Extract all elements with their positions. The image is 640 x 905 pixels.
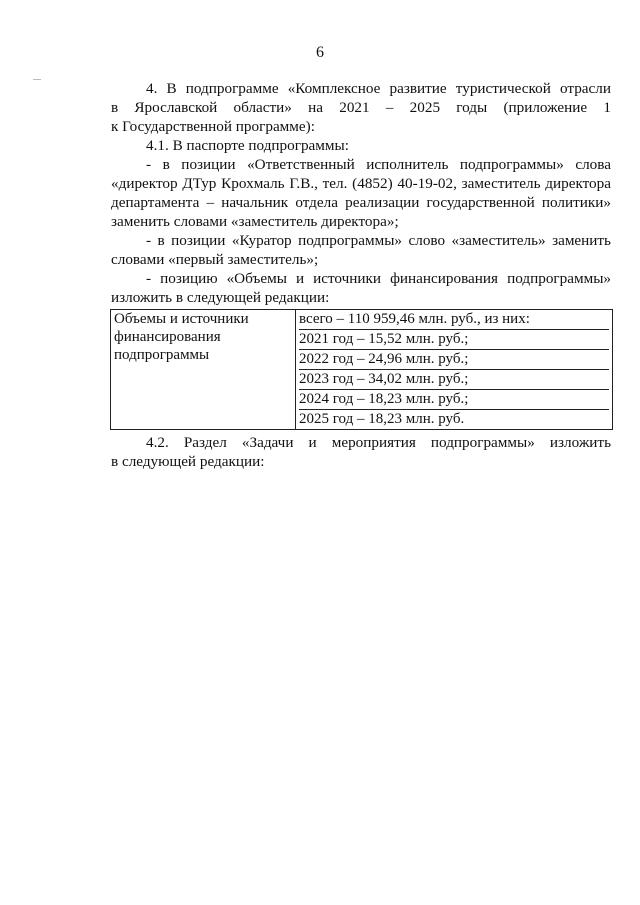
paragraph-line: изложить в следующей редакции: (111, 289, 330, 306)
value-line: 2024 год – 18,23 млн. руб.; (299, 390, 609, 410)
paragraph-line: к Государственной программе): (111, 118, 315, 135)
paragraph-line: - в позиции «Куратор подпрограммы» слово «заместитель» заменить (146, 232, 611, 249)
paragraph-line: в Ярославской области» на 2021 – 2025 годы (приложение 1 (111, 99, 611, 116)
table-label-cell (111, 310, 296, 430)
label-line: подпрограммы (114, 347, 210, 363)
value-line: 2025 год – 18,23 млн. руб. (299, 411, 465, 427)
paragraph-line: в следующей редакции: (111, 453, 265, 470)
paragraph-line: - в позиции «Ответственный исполнитель подпрограммы» слова (146, 156, 611, 173)
paragraph-line: словами «первый заместитель»; (111, 251, 319, 268)
value-line: всего – 110 959,46 млн. руб., из них: (299, 310, 609, 330)
scan-mark (33, 79, 41, 80)
value-line: 2021 год – 15,52 млн. руб.; (299, 330, 609, 350)
paragraph-line: 4. В подпрограмме «Комплексное развитие туристической отрасли (146, 80, 611, 97)
table-value-cell (296, 310, 613, 430)
value-line: 2022 год – 24,96 млн. руб.; (299, 350, 609, 370)
page-number: 6 (316, 44, 324, 61)
financing-table (110, 309, 613, 430)
paragraph-line: «директор ДТур Крохмаль Г.В., тел. (4852) 40-19-02, заместитель директора (111, 175, 611, 192)
label-line: финансирования (114, 329, 221, 345)
paragraph-line: 4.1. В паспорте подпрограммы: (146, 137, 349, 154)
paragraph-line: департамента – начальник отдела реализации государственной политики» (111, 194, 611, 211)
value-line: 2023 год – 34,02 млн. руб.; (299, 370, 609, 390)
paragraph-line: 4.2. Раздел «Задачи и мероприятия подпрограммы» изложить (146, 434, 611, 451)
label-line: Объемы и источники (114, 311, 249, 327)
paragraph-line: - позицию «Объемы и источники финансирования подпрограммы» (146, 270, 611, 287)
table-row (111, 310, 613, 430)
paragraph-line: заменить словами «заместитель директора»; (111, 213, 399, 230)
